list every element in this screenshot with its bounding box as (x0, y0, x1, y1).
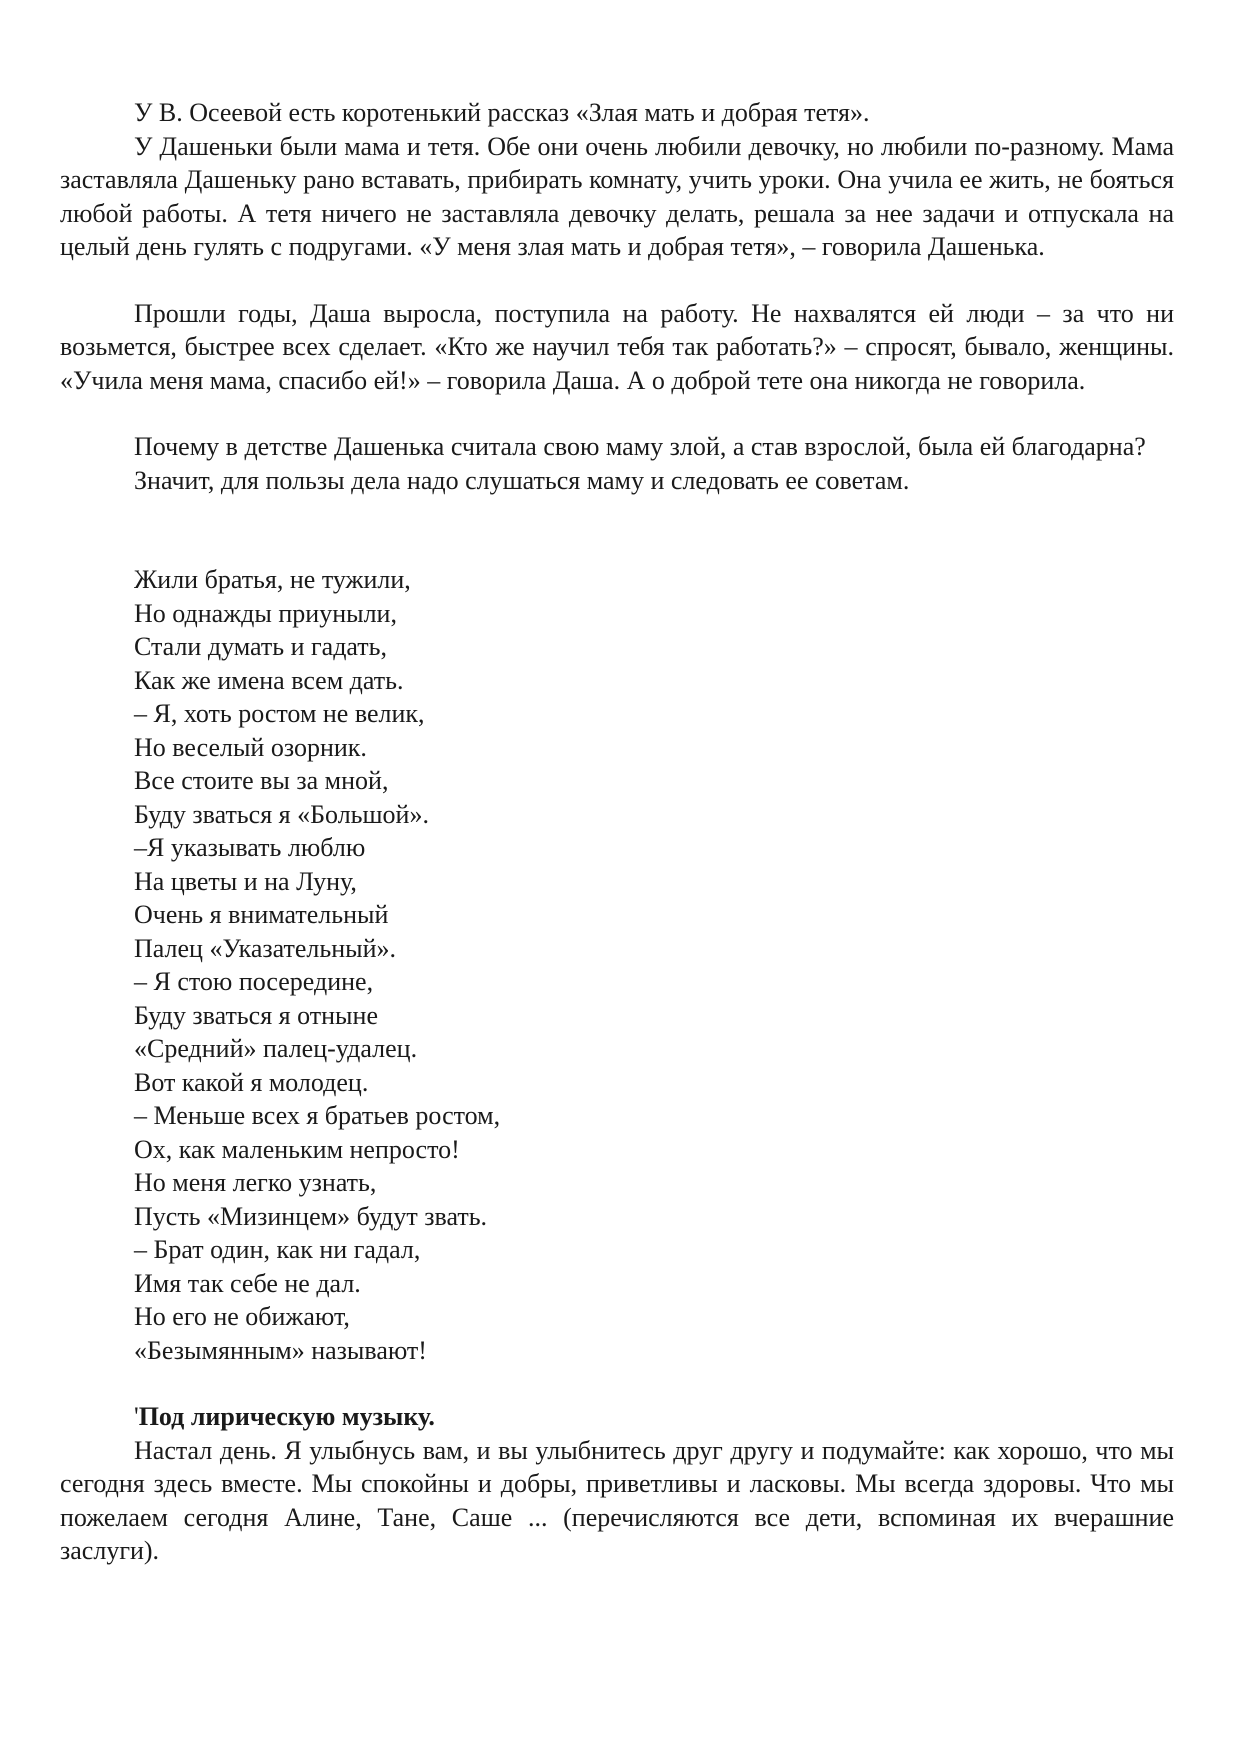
poem-line: Жили братья, не тужили, (134, 565, 411, 594)
poem-line: Но веселый озорник. (134, 732, 367, 762)
poem-line: Палец «Указательный». (134, 933, 397, 963)
poem-line: – Брат один, как ни гадал, (134, 1235, 421, 1264)
closing-paragraph: Настал день. Я улыбнусь вам, и вы улыбнитесь друг другу и подумайте: как хорошо, что мы сегодня здесь вместе. Мы спокойны и добры, приветливы и ласковы. Мы всегда здоровы. Что мы пожелаем сегодня Алине, Тане, Саше ... (перечисляются все дети, вспоминая их вчерашние заслуги). (60, 1435, 1174, 1565)
poem-line: – Я, хоть ростом не велик, (134, 699, 425, 728)
section-heading (60, 1400, 1174, 1434)
poem-line: Буду зваться я «Большой». (134, 799, 429, 829)
story-paragraph-2: Прошли годы, Даша выросла, поступила на работу. Не нахвалятся ей люди – за что ни возьмется, быстрее всех сделает. «Кто же научил тебя так работать?» – спросят, бывало, женщины. «Учила меня мама, спасибо ей!» – говорила Даша. А о доброй тете она никогда не говорила. (60, 298, 1174, 395)
poem-line: Имя так себе не дал. (134, 1268, 361, 1298)
poem-line: – Меньше всех я братьев ростом, (134, 1101, 501, 1130)
poem-line: –Я указывать люблю (134, 833, 366, 862)
spacer (60, 497, 1174, 563)
story-question: Почему в детстве Дашенька считала свою маму злой, а став взрослой, была ей благодарна? (134, 432, 1146, 461)
document-page (60, 96, 1174, 1568)
poem-line: Буду зваться я отныне (134, 1000, 378, 1030)
poem-line: Как же имена всем дать. (134, 665, 404, 695)
story-intro: У В. Осеевой есть коротенький рассказ «Злая мать и добрая тетя». (134, 98, 870, 127)
spacer (60, 264, 1174, 297)
poem-line: Пусть «Мизинцем» будут звать. (134, 1201, 488, 1231)
spacer (60, 1367, 1174, 1400)
poem-line: – Я стою посередине, (134, 967, 374, 996)
poem-line: Ох, как маленьким непросто! (134, 1134, 460, 1164)
poem-line: Но меня легко узнать, (134, 1168, 377, 1197)
poem-line: «Безымянным» называют! (134, 1335, 427, 1365)
story-paragraph-1: У Дашеньки были мама и тетя. Обе они очень любили девочку, но любили по-разному. Мама заставляла Дашеньку рано вставать, прибирать комнату, учить уроки. Она учила ее жить, не бояться любой работы. А тетя ничего не заставляла девочку делать, решала за нее задачи и отпускала на целый день гулять с подругами. «У меня злая мать и добрая тетя», – говорила Дашенька. (60, 131, 1174, 261)
poem-line: Все стоите вы за мной, (134, 766, 389, 795)
story-conclusion: Значит, для пользы дела надо слушаться маму и следовать ее советам. (134, 465, 910, 495)
poem-line: Очень я внимательный (134, 900, 389, 929)
poem-line: «Средний» палец-удалец. (134, 1034, 418, 1063)
poem-line: Но однажды приуныли, (134, 598, 397, 628)
poem-line: Стали думать и гадать, (134, 632, 388, 661)
spacer (60, 397, 1174, 430)
poem-line: Вот какой я молодец. (134, 1067, 369, 1097)
heading-text: Под лирическую музыку. (138, 1402, 435, 1431)
poem-line: Но его не обижают, (134, 1302, 350, 1331)
finger-poem (60, 563, 1174, 1367)
heading-mark: ' (134, 1402, 139, 1431)
poem-line: На цветы и на Луну, (134, 866, 357, 896)
